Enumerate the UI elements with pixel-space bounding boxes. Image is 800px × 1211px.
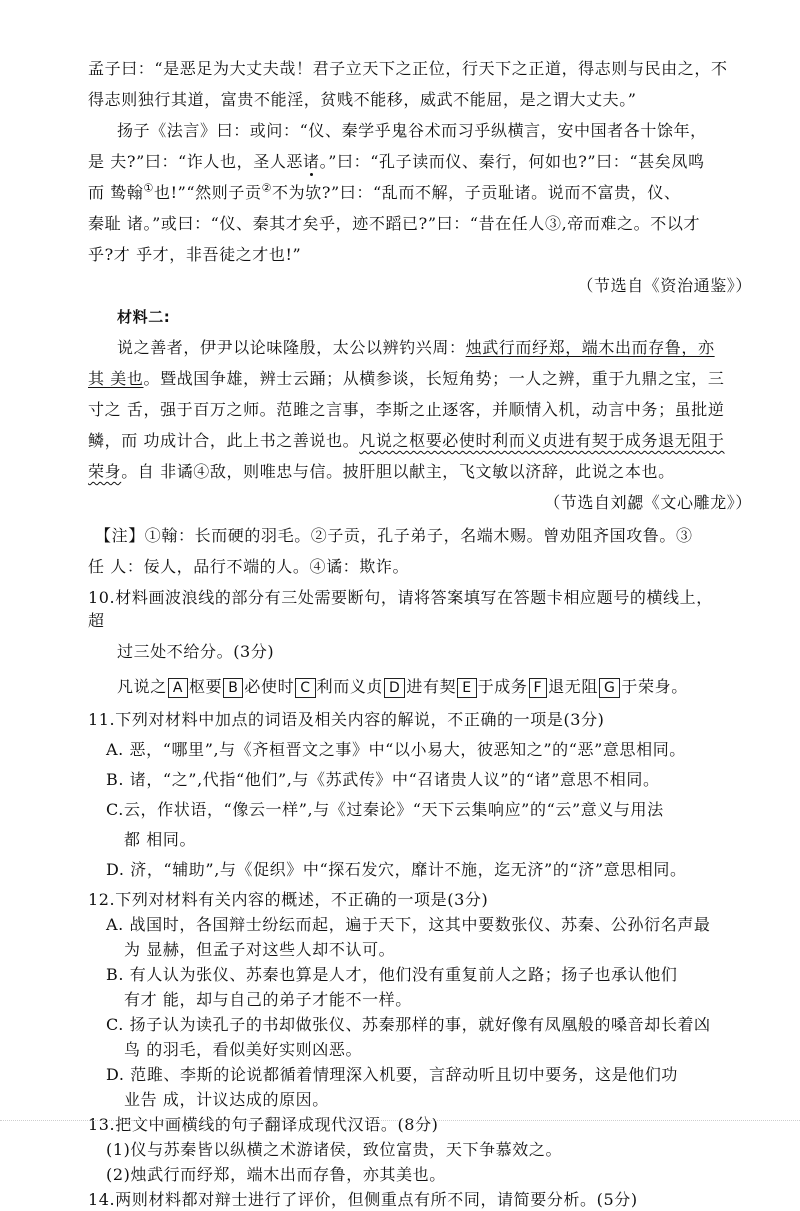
material1-line-2: 得志则独行其道，富贵不能淫，贫贱不能移，威武不能屈，是之谓大丈夫。” <box>88 90 637 109</box>
q13-sentence-2: (2)烛武行而纾郑，端木出而存鲁，亦其美也。 <box>106 1165 446 1184</box>
material1-p2-line-3: 而 鸷翰①也!”“然则子贡②不为欤?”曰：“乱而不解，子贡耻诸。说而不富贵，仪、 <box>88 181 681 202</box>
notes-line-2: 任 人：佞人，品行不端的人。④谲：欺诈。 <box>88 557 410 576</box>
q11-option-c-line-1[interactable]: C.云，作状语，“像云一样”,与《过秦论》“天下云集响应”的“云”意义与用法 <box>106 800 664 819</box>
q12-option-d-line-2: 业告 成，计议达成的原因。 <box>124 1090 329 1109</box>
material1-p2-line-4: 秦耻 诸。”或曰：“仪、秦其才矣乎，迹不蹈已?”曰：“昔在任人③,帝而难之。不以才 <box>88 214 701 233</box>
break-box-f[interactable]: F <box>529 678 548 698</box>
material1-p2-line-5: 乎?才 乎才，非吾徒之才也!” <box>88 245 302 264</box>
break-box-a[interactable]: A <box>168 678 188 698</box>
q10-stem-line-3: 过三处不给分。(3分) <box>117 642 275 661</box>
page-bottom-divider <box>0 1120 800 1121</box>
break-box-d[interactable]: D <box>384 678 405 698</box>
material1-source: （节选自《资治通鉴》） <box>577 276 752 295</box>
material2-source: （节选自刘勰《文心雕龙》） <box>544 493 752 512</box>
q12-option-c-line-2: 鸟 的羽毛，看似美好实则凶恶。 <box>124 1040 363 1059</box>
q11-option-a[interactable]: A. 恶，“哪里”,与《齐桓晋文之事》中“以小易大，彼恶知之”的“恶”意思相同。 <box>106 740 686 759</box>
q13-sentence-1: (1)仪与苏秦皆以纵横之术游诸侯，致位富贵，天下争慕效之。 <box>106 1140 563 1159</box>
q12-option-d-line-1[interactable]: D. 范雎、李斯的论说都循着情理深入机要，言辞动听且切中要务，这是他们功 <box>106 1065 679 1084</box>
break-box-b[interactable]: B <box>223 678 243 698</box>
q11-option-c-line-2: 都 相同。 <box>124 830 197 849</box>
material1-p2-line-1: 扬子《法言》曰：或问：“仪、秦学乎鬼谷术而习乎纵横言，安中国者各十馀年， <box>117 121 707 140</box>
q11-option-b[interactable]: B. 诸，“之”,代指“他们”,与《苏武传》中“召诸贵人议”的“诸”意思不相同。 <box>106 770 660 789</box>
material2-line-3: 寸之 舌，强于百万之师。范雎之言事，李斯之止逐客，并顺情入机，动言中务；虽批逆 <box>88 400 725 419</box>
break-box-g[interactable]: G <box>599 678 620 698</box>
wavy-underlined-end: 荣身 <box>88 462 122 481</box>
q10-stem-line-1: 10.材料画波浪线的部分有三处需要断句，请将答案填写在答题卡相应题号的横线上， <box>88 588 713 607</box>
dotted-word: 诸 <box>303 152 320 171</box>
q12-option-c-line-1[interactable]: C. 扬子认为读孔子的书却做张仪、苏秦那样的事，就好像有凤凰般的嗓音却长着凶 <box>106 1015 711 1034</box>
q10-stem-line-2: 超 <box>88 611 105 630</box>
material2-heading: 材料二: <box>117 308 171 326</box>
q12-option-b-line-2: 有才 能，却与自己的弟子才能不一样。 <box>124 990 412 1009</box>
q12-option-a-line-1[interactable]: A. 战国时，各国辩士纷纭而起，遍于天下，这其中要数张仪、苏秦、公孙衍名声最 <box>106 915 711 934</box>
q12-stem: 12.下列对材料有关内容的概述，不正确的一项是(3分) <box>88 890 489 909</box>
material2-line-5: 荣身。自 非谲④敌，则唯忠与信。披肝胆以献主，飞文敏以济辞，此说之本也。 <box>88 462 675 481</box>
underlined-sentence-end: 其 美也 <box>88 369 144 388</box>
q12-option-b-line-1[interactable]: B. 有人认为张仪、苏秦也算是人才，他们没有重复前人之路；扬子也承认他们 <box>106 965 678 984</box>
material1-line-1: 孟子曰：“是恶足为大丈夫哉！君子立天下之正位，行天下之正道，得志则与民由之，不 <box>88 59 728 78</box>
q13-stem: 13.把文中画横线的句子翻译成现代汉语。(8分) <box>88 1115 439 1134</box>
underlined-sentence: 烛武行而纾郑，端木出而存鲁，亦 <box>465 338 715 357</box>
material2-line-4: 鳞，而 功成计合，此上书之善说也。凡说之枢要必使时利而义贞进有契于成务退无阻于 <box>88 431 725 450</box>
material2-line-2: 其 美也。暨战国争雄，辨士云踊；从横参谈，长短角势；一人之辨，重于九鼎之宝，三 <box>88 369 725 388</box>
break-box-e[interactable]: E <box>457 678 476 698</box>
q12-option-a-line-2: 为 显赫，但孟子对这些人却不认可。 <box>124 940 396 959</box>
q11-option-d[interactable]: D. 济，“辅助”,与《促织》中“探石发穴，靡计不施，迄无济”的“济”意思相同。 <box>106 860 687 879</box>
material1-p2-line-2: 是 夫?”曰：“诈人也，圣人恶诸。”曰：“孔子读而仪、秦行，何如也?”曰：“甚矣凤鸣 <box>88 152 705 171</box>
material2-line-1: 说之善者，伊尹以论味隆殷，太公以辨钓兴周：烛武行而纾郑，端木出而存鲁，亦 <box>117 338 715 357</box>
q10-sentence: 凡说之 A 枢要 B 必使时 C 利而义贞 D 进有契 E 于成务 F 退无阻 G 于荣身。 <box>117 677 688 696</box>
q11-stem: 11.下列对材料中加点的词语及相关内容的解说，不正确的一项是(3分) <box>88 710 605 729</box>
q14-stem: 14.两则材料都对辩士进行了评价，但侧重点有所不同，请简要分析。(5分) <box>88 1190 638 1209</box>
wavy-underlined-sentence: 凡说之枢要必使时利而义贞进有契于成务退无阻于 <box>359 431 725 450</box>
notes-line-1: 【注】①翰：长而硬的羽毛。②子贡，孔子弟子，名端木赐。曾劝阻齐国攻鲁。③ <box>95 526 693 545</box>
break-box-c[interactable]: C <box>295 678 315 698</box>
